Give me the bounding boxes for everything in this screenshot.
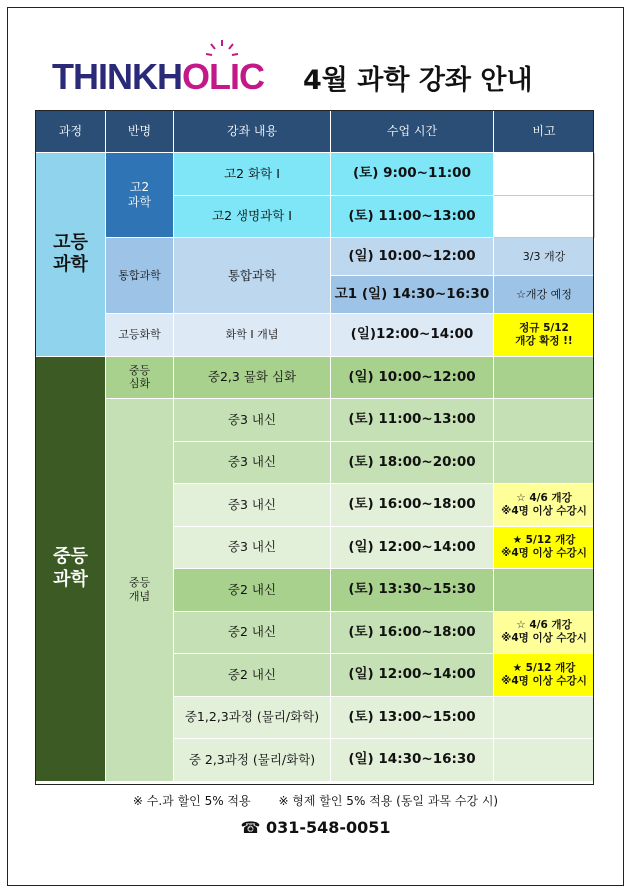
class-high2-science: [106, 153, 174, 238]
class-label-line2: 심화: [128, 377, 151, 391]
schedule-table: [35, 110, 595, 782]
lecture-content: 고2 화학 Ⅰ: [174, 153, 331, 196]
lecture-time: (일) 10:00~12:00: [331, 356, 494, 399]
lecture-time: (토) 18:00~20:00: [331, 441, 494, 484]
course-label-line1: 중등: [53, 546, 88, 567]
class-high-chemistry: 고등화학: [106, 314, 174, 357]
table-row: [36, 399, 595, 442]
lecture-note-highlight: [494, 314, 595, 357]
lecture-content: 중3 내신: [174, 526, 331, 569]
header-time: 수업 시간: [331, 111, 494, 153]
lecture-note: ☆개강 예정: [494, 276, 595, 314]
lecture-note-highlight: [494, 654, 595, 697]
lecture-time: (일) 12:00~14:00: [331, 654, 494, 697]
lecture-time: (토) 11:00~13:00: [331, 195, 494, 238]
note-line1: ★ 5/12 개강: [512, 534, 576, 547]
lecture-time: (토) 11:00~13:00: [331, 399, 494, 442]
lecture-content: 중2 내신: [174, 611, 331, 654]
lecture-content: 중2 내신: [174, 654, 331, 697]
lecture-note: [494, 739, 595, 782]
note-line1: ☆ 4/6 개강: [516, 619, 572, 632]
class-label-line2: 개념: [128, 589, 151, 603]
course-label-line1: 고등: [53, 231, 88, 253]
table-row: [36, 314, 595, 357]
table-row: [36, 153, 595, 196]
class-middle-concept: [106, 399, 174, 782]
header-class: 반명: [106, 111, 174, 153]
header-content: 강좌 내용: [174, 111, 331, 153]
table-row: [36, 356, 595, 399]
discount-notes: [0, 792, 631, 809]
class-middle-advanced: [106, 356, 174, 399]
lecture-content: 중3 내신: [174, 484, 331, 527]
lecture-time: (토) 13:30~15:30: [331, 569, 494, 612]
lecture-content: 중2,3 물화 심화: [174, 356, 331, 399]
course-label-line2: 과학: [53, 254, 88, 276]
note-line1: ☆ 4/6 개강: [516, 491, 572, 504]
page-header: [0, 38, 631, 100]
lecture-time: (토) 9:00~11:00: [331, 153, 494, 196]
page-title: 4월 과학 강좌 안내: [303, 65, 533, 96]
table-header-row: [36, 111, 595, 153]
lecture-time: (토) 13:00~15:00: [331, 696, 494, 739]
lecture-content: 화학 I 개념: [174, 314, 331, 357]
class-label-line1: 중등: [128, 576, 151, 589]
note-line2: ※4명 이상 수강시: [501, 504, 587, 517]
logo-text-part1: THINKH: [52, 56, 182, 97]
discount-note-2: ※ 형제 할인 5% 적용 (동일 과목 수강 시): [278, 794, 499, 808]
note-line2: ※4명 이상 수강시: [501, 547, 587, 560]
lecture-note: [494, 356, 595, 399]
discount-note-1: ※ 수.과 할인 5% 적용: [132, 794, 251, 808]
lecture-content: 중2 내신: [174, 569, 331, 612]
lecture-content: 중 2,3과정 (물리/화학): [174, 739, 331, 782]
lecture-time: (일) 10:00~12:00: [331, 238, 494, 276]
header-course: 과정: [36, 111, 106, 153]
header-note: 비고: [494, 111, 595, 153]
lecture-note: [494, 195, 595, 238]
class-integrated-science: 통합과학: [106, 238, 174, 314]
lecture-note: [494, 441, 595, 484]
phone-contact: [0, 818, 631, 837]
lecture-content: 중3 내신: [174, 441, 331, 484]
class-label-line1: 고2: [129, 180, 150, 194]
lecture-time: (일) 12:00~14:00: [331, 526, 494, 569]
note-line2: ※4명 이상 수강시: [501, 674, 587, 687]
lecture-note: [494, 696, 595, 739]
lecture-content: 중1,2,3과정 (물리/화학): [174, 696, 331, 739]
lecture-note-highlight: [494, 526, 595, 569]
lecture-time: (일)12:00~14:00: [331, 314, 494, 357]
lecture-time: (토) 16:00~18:00: [331, 611, 494, 654]
lecture-content: 고2 생명과학 I: [174, 195, 331, 238]
logo-text-o: O: [181, 56, 209, 97]
lecture-note-highlight: [494, 484, 595, 527]
lecture-note: [494, 153, 595, 196]
class-label-line2: 과학: [127, 195, 152, 209]
lecture-time: 고1 (일) 14:30~16:30: [331, 276, 494, 314]
note-line1: 정규 5/12: [519, 321, 569, 334]
lightbulb-icon: [204, 38, 240, 66]
class-label-line1: 중등: [128, 363, 151, 377]
lecture-note: [494, 569, 595, 612]
phone-number[interactable]: 031-548-0051: [265, 818, 391, 837]
note-line1: ★ 5/12 개강: [512, 661, 576, 674]
course-label-line2: 과학: [53, 568, 88, 590]
phone-icon: ☎: [240, 818, 261, 837]
lecture-content: 중3 내신: [174, 399, 331, 442]
lecture-note: 3/3 개강: [494, 238, 595, 276]
lecture-note: [494, 399, 595, 442]
lecture-time: (토) 16:00~18:00: [331, 484, 494, 527]
course-middle-science: [36, 356, 106, 781]
lecture-content: 통합과학: [174, 238, 331, 314]
note-line2: ※4명 이상 수강시: [501, 632, 587, 645]
lecture-note-highlight: [494, 611, 595, 654]
note-line2: 개강 확정 !!: [515, 334, 573, 347]
course-high-science: [36, 153, 106, 357]
table-row: [36, 238, 595, 276]
lecture-time: (일) 14:30~16:30: [331, 739, 494, 782]
logo-text-part2: LIC: [209, 56, 264, 97]
